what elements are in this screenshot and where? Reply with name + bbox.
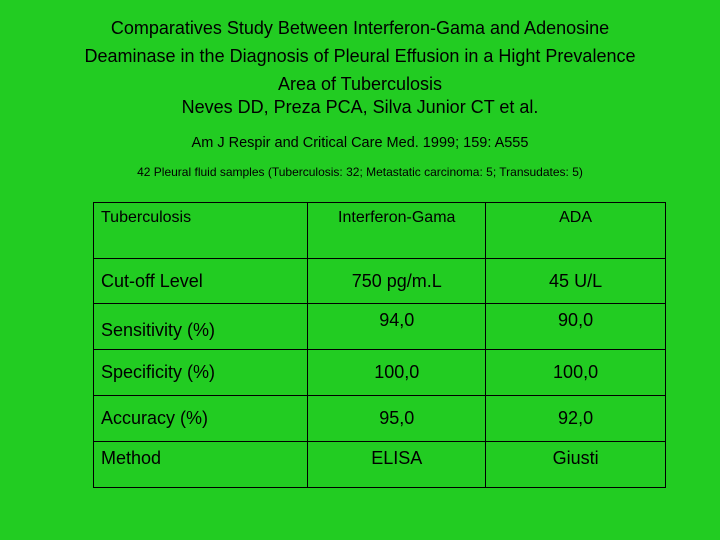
- results-table: [93, 202, 666, 488]
- row-label: Cut-off Level: [94, 259, 308, 304]
- table-row: [94, 259, 666, 304]
- interferon-value: 100,0: [308, 350, 486, 396]
- table-row: [94, 350, 666, 396]
- authors-line: Neves DD, Preza PCA, Silva Junior CT et al.: [181, 97, 539, 117]
- header-cell-tuberculosis: Tuberculosis: [94, 203, 308, 259]
- table-row: [94, 304, 666, 350]
- samples-description: 42 Pleural fluid samples (Tuberculosis: 32; Metastatic carcinoma: 5; Transudates: 5): [137, 165, 583, 179]
- interferon-value: 95,0: [308, 396, 486, 442]
- ada-value: 92,0: [486, 396, 666, 442]
- row-label: Method: [94, 442, 308, 488]
- ada-value: 100,0: [486, 350, 666, 396]
- journal-citation: Am J Respir and Critical Care Med. 1999; 159: A555: [191, 135, 529, 151]
- ada-value: Giusti: [486, 442, 666, 488]
- header-cell-ada: ADA: [486, 203, 666, 259]
- title-line-1: Comparatives Study Between Interferon-Gama and Adenosine: [110, 18, 610, 38]
- table-header-row: [94, 203, 666, 259]
- header-cell-interferon: Interferon-Gama: [308, 203, 486, 259]
- slide-title: [0, 14, 720, 98]
- table-row: [94, 442, 666, 488]
- row-label: Sensitivity (%): [94, 304, 308, 350]
- row-label: Specificity (%): [94, 350, 308, 396]
- title-line-2: Deaminase in the Diagnosis of Pleural Effusion in a Hight Prevalence: [84, 46, 636, 66]
- ada-value: 45 U/L: [486, 259, 666, 304]
- interferon-value: 94,0: [308, 304, 486, 350]
- interferon-value: ELISA: [308, 442, 486, 488]
- table-row: [94, 396, 666, 442]
- row-label: Accuracy (%): [94, 396, 308, 442]
- title-line-3: Area of Tuberculosis: [277, 74, 443, 94]
- interferon-value: 750 pg/m.L: [308, 259, 486, 304]
- ada-value: 90,0: [486, 304, 666, 350]
